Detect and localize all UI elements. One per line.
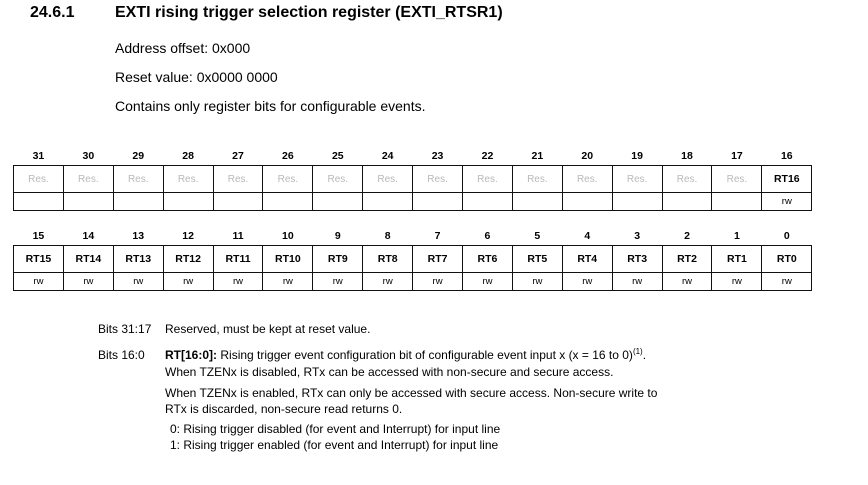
- field-cell: RT10: [263, 246, 313, 273]
- access-cell: rw: [163, 273, 213, 291]
- field-name-row: [14, 246, 812, 273]
- access-cell: rw: [512, 273, 562, 291]
- field-cell: RT3: [612, 246, 662, 273]
- field-cell: Res.: [363, 166, 413, 193]
- bit-number-cell: 14: [82, 230, 95, 242]
- bit-number-cell: 16: [780, 150, 793, 162]
- bit-number-cell: 4: [584, 230, 591, 242]
- bit-number-row: [14, 147, 812, 166]
- access-cell: rw: [413, 273, 463, 291]
- access-cell: rw: [113, 273, 163, 291]
- bit-number-cell: 23: [431, 150, 444, 162]
- bit-number-cell: 22: [481, 150, 494, 162]
- bit-number-cell: 6: [484, 230, 491, 242]
- access-cell: [263, 193, 313, 211]
- access-cell: rw: [213, 273, 263, 291]
- access-cell: [213, 193, 263, 211]
- access-cell: rw: [263, 273, 313, 291]
- bit-number-cell: 1: [733, 230, 740, 242]
- rt-summary-end: .: [642, 348, 647, 362]
- access-cell: [163, 193, 213, 211]
- field-cell: RT11: [213, 246, 263, 273]
- field-cell: RT4: [562, 246, 612, 273]
- access-cell: [113, 193, 163, 211]
- register-table-lower: [13, 227, 812, 291]
- access-cell: rw: [363, 273, 413, 291]
- rt-line-tzen-enabled: When TZENx is enabled, RTx can only be accessed with secure access. Non-secure write to: [165, 386, 658, 400]
- bit-number-cell: 25: [331, 150, 344, 162]
- field-cell: Res.: [213, 166, 263, 193]
- field-cell: RT7: [413, 246, 463, 273]
- field-cell: Res.: [463, 166, 513, 193]
- bit-number-cell: 5: [534, 230, 541, 242]
- bit-number-cell: 8: [384, 230, 391, 242]
- bit-number-cell: 28: [182, 150, 194, 162]
- field-cell: RT6: [463, 246, 513, 273]
- bit-number-row: [14, 227, 812, 246]
- field-cell: RT12: [163, 246, 213, 273]
- access-cell: [562, 193, 612, 211]
- rt-bits-label: Bits 16:0: [98, 348, 145, 362]
- rt-summary-text: Rising trigger event configuration bit of configurable event input x (x = 16 to 0): [220, 348, 633, 362]
- register-table-upper: [13, 147, 812, 211]
- bit-number-cell: 20: [581, 150, 594, 162]
- access-cell: rw: [762, 193, 812, 211]
- field-cell: Res.: [512, 166, 562, 193]
- rt-value-1: 1: Rising trigger enabled (for event and Interrupt) for input line: [170, 438, 499, 452]
- field-cell: RT9: [313, 246, 363, 273]
- field-cell: RT13: [113, 246, 163, 273]
- access-cell: rw: [712, 273, 762, 291]
- bit-number-cell: 26: [282, 150, 294, 162]
- rt-value-0: 0: Rising trigger disabled (for event and Interrupt) for input line: [170, 422, 501, 436]
- access-cell: [313, 193, 363, 211]
- field-cell: Res.: [662, 166, 712, 193]
- access-cell: [612, 193, 662, 211]
- rt-line-nonsecure: RTx is discarded, non-secure read returns 0.: [165, 402, 403, 416]
- access-cell: rw: [313, 273, 363, 291]
- field-cell: RT15: [14, 246, 64, 273]
- field-cell: RT14: [63, 246, 113, 273]
- rt-line-tzen-disabled: When TZENx is disabled, RTx can be accessed with non-secure and secure access.: [165, 365, 614, 379]
- access-cell: rw: [562, 273, 612, 291]
- bit-number-cell: 29: [132, 150, 145, 162]
- bit-number-cell: 15: [32, 230, 45, 242]
- rt-footnote-ref: (1): [632, 347, 643, 356]
- access-cell: rw: [762, 273, 812, 291]
- reserved-bits-text: Reserved, must be kept at reset value.: [165, 322, 371, 336]
- access-cell: rw: [662, 273, 712, 291]
- field-cell: Res.: [263, 166, 313, 193]
- access-cell: [14, 193, 64, 211]
- access-cell: [662, 193, 712, 211]
- rt-bits-summary: [165, 347, 646, 363]
- access-cell: rw: [463, 273, 513, 291]
- access-row: [14, 273, 812, 291]
- field-cell: RT0: [762, 246, 812, 273]
- access-cell: [413, 193, 463, 211]
- field-cell: Res.: [413, 166, 463, 193]
- bit-number-cell: 3: [634, 230, 641, 242]
- section-title: EXTI rising trigger selection register (EXTI_RTSR1): [115, 4, 503, 21]
- bit-number-cell: 17: [731, 150, 743, 162]
- field-cell: RT8: [363, 246, 413, 273]
- access-cell: [363, 193, 413, 211]
- access-cell: rw: [14, 273, 64, 291]
- bit-number-cell: 11: [232, 230, 244, 242]
- bit-number-cell: 10: [282, 230, 294, 242]
- field-cell: Res.: [562, 166, 612, 193]
- bit-number-cell: 18: [681, 150, 693, 162]
- bit-number-cell: 30: [82, 150, 95, 162]
- bit-number-cell: 27: [232, 150, 244, 162]
- bit-number-cell: 9: [334, 230, 341, 242]
- address-offset: Address offset: 0x000: [115, 40, 251, 56]
- reserved-bits-label: Bits 31:17: [98, 322, 152, 336]
- field-cell: Res.: [63, 166, 113, 193]
- access-row: [14, 193, 812, 211]
- bit-number-cell: 12: [182, 230, 194, 242]
- reset-value: Reset value: 0x0000 0000: [115, 69, 278, 85]
- access-cell: rw: [612, 273, 662, 291]
- access-cell: [463, 193, 513, 211]
- bit-number-cell: 2: [684, 230, 690, 242]
- access-cell: [512, 193, 562, 211]
- field-cell: Res.: [612, 166, 662, 193]
- access-cell: rw: [63, 273, 113, 291]
- field-cell: Res.: [163, 166, 213, 193]
- field-cell: Res.: [712, 166, 762, 193]
- bit-number-cell: 0: [783, 230, 790, 242]
- register-note: Contains only register bits for configurable events.: [115, 98, 426, 114]
- access-cell: [712, 193, 762, 211]
- bit-number-cell: 24: [381, 150, 394, 162]
- section-number: 24.6.1: [30, 4, 75, 21]
- field-cell: Res.: [14, 166, 64, 193]
- bit-number-cell: 21: [531, 150, 544, 162]
- rt-field-name: RT[16:0]:: [165, 348, 218, 362]
- field-cell: RT2: [662, 246, 712, 273]
- bit-number-cell: 13: [132, 230, 145, 242]
- bit-number-cell: 31: [32, 150, 45, 162]
- field-cell: Res.: [113, 166, 163, 193]
- field-cell: RT5: [512, 246, 562, 273]
- field-cell: Res.: [313, 166, 363, 193]
- access-cell: [63, 193, 113, 211]
- bit-number-cell: 7: [434, 230, 441, 242]
- field-name-row: [14, 166, 812, 193]
- bit-number-cell: 19: [631, 150, 643, 162]
- field-cell: RT16: [762, 166, 812, 193]
- field-cell: RT1: [712, 246, 762, 273]
